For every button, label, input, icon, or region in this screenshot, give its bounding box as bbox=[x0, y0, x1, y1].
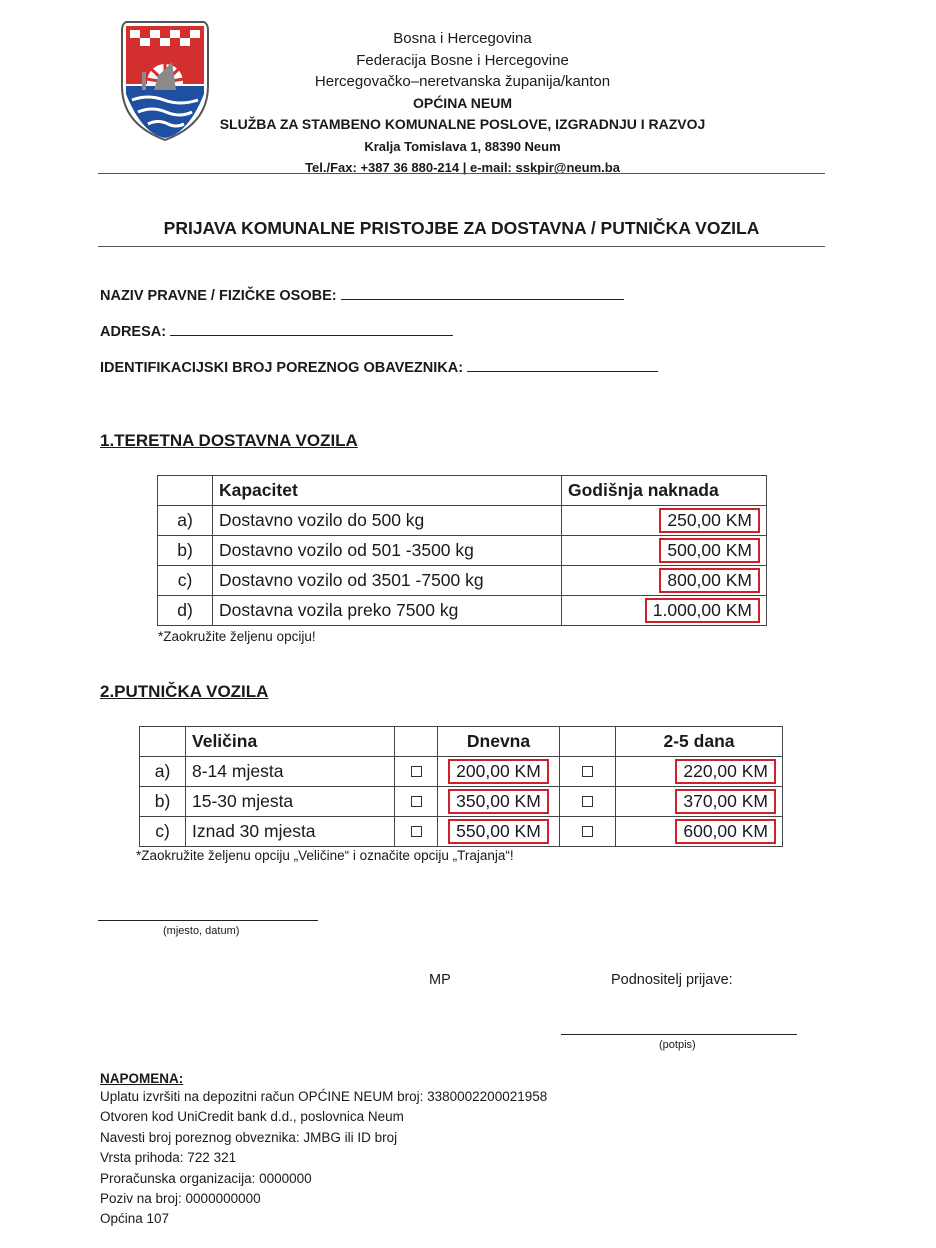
row-multi-fee[interactable]: 600,00 KM bbox=[675, 819, 776, 844]
field-tax-id[interactable] bbox=[100, 359, 658, 376]
row-letter: c) bbox=[140, 817, 186, 847]
header-canton: Hercegovačko–neretvanska županija/kanton bbox=[314, 73, 611, 90]
field-name-blank[interactable] bbox=[341, 287, 624, 300]
header-country: Bosna i Hercegovina bbox=[393, 30, 532, 47]
section1-title: 1.TERETNA DOSTAVNA VOZILA bbox=[100, 431, 358, 450]
header-empty-cell bbox=[395, 727, 438, 757]
row-fee[interactable]: 500,00 KM bbox=[659, 538, 760, 563]
section2-note: *Zaokružite željenu opciju „Veličine“ i označite opciju „Trajanja“! bbox=[136, 848, 514, 863]
row-size: Iznad 30 mjesta bbox=[186, 817, 395, 847]
header-annual-fee: Godišnja naknada bbox=[562, 476, 767, 506]
municipal-crest-icon bbox=[118, 16, 212, 144]
signature-line[interactable] bbox=[561, 1034, 797, 1035]
table-row[interactable] bbox=[158, 506, 767, 536]
row-letter: c) bbox=[158, 566, 213, 596]
row-multi-fee[interactable]: 220,00 KM bbox=[675, 759, 776, 784]
notes-line: Navesti broj poreznog obveznika: JMBG ili ID broj bbox=[100, 1129, 398, 1145]
notes-heading: NAPOMENA: bbox=[100, 1071, 184, 1086]
document-title: PRIJAVA KOMUNALNE PRISTOJBE ZA DOSTAVNA / PUTNIČKA VOZILA bbox=[163, 218, 760, 238]
header-capacity: Kapacitet bbox=[213, 476, 562, 506]
table-row[interactable] bbox=[140, 787, 783, 817]
row-letter: b) bbox=[140, 787, 186, 817]
row-fee[interactable]: 250,00 KM bbox=[659, 508, 760, 533]
table-row[interactable] bbox=[158, 536, 767, 566]
row-capacity: Dostavno vozilo od 501 -3500 kg bbox=[213, 536, 562, 566]
notes-line: Poziv na broj: 0000000000 bbox=[100, 1191, 261, 1207]
row-fee[interactable]: 1.000,00 KM bbox=[645, 598, 760, 623]
applicant-label: Podnositelj prijave: bbox=[611, 972, 733, 988]
field-address[interactable] bbox=[100, 323, 453, 340]
notes-line: Vrsta prihoda: 722 321 bbox=[100, 1150, 237, 1166]
row-letter: b) bbox=[158, 536, 213, 566]
row-size: 8-14 mjesta bbox=[186, 757, 395, 787]
header-size: Veličina bbox=[186, 727, 395, 757]
header-daily: Dnevna bbox=[438, 727, 560, 757]
table-row[interactable] bbox=[140, 817, 783, 847]
section1-note: *Zaokružite željenu opciju! bbox=[158, 629, 316, 644]
header-municipality: OPĆINA NEUM bbox=[412, 94, 513, 111]
stamp-label: MP bbox=[429, 972, 451, 988]
header-block bbox=[210, 28, 715, 179]
field-tax-id-label: IDENTIFIKACIJSKI BROJ POREZNOG OBAVEZNIKA: bbox=[100, 360, 464, 376]
notes-line: Otvoren kod UniCredit bank d.d., poslovnica Neum bbox=[100, 1109, 404, 1125]
row-letter: d) bbox=[158, 596, 213, 626]
header-divider bbox=[98, 173, 825, 174]
header-address: Kralja Tomislava 1, 88390 Neum bbox=[364, 138, 561, 154]
table-row[interactable] bbox=[158, 596, 767, 626]
header-empty-cell bbox=[560, 727, 616, 757]
notes-line: Proračunska organizacija: 0000000 bbox=[100, 1170, 312, 1186]
header-federation: Federacija Bosne i Hercegovine bbox=[356, 51, 569, 69]
freight-vehicle-table bbox=[157, 475, 767, 626]
row-multi-fee[interactable]: 370,00 KM bbox=[675, 789, 776, 814]
field-tax-id-blank[interactable] bbox=[467, 359, 658, 372]
row-daily-fee[interactable]: 550,00 KM bbox=[448, 819, 549, 844]
multi-day-checkbox[interactable] bbox=[582, 766, 593, 777]
row-capacity: Dostavna vozila preko 7500 kg bbox=[213, 596, 562, 626]
notes-line: Općina 107 bbox=[100, 1211, 170, 1227]
section2-title: 2.PUTNIČKA VOZILA bbox=[100, 682, 269, 701]
passenger-vehicle-table bbox=[139, 726, 783, 847]
title-divider bbox=[98, 246, 825, 247]
field-address-blank[interactable] bbox=[170, 323, 453, 336]
header-empty-cell bbox=[158, 476, 213, 506]
daily-checkbox[interactable] bbox=[411, 796, 422, 807]
field-address-label: ADRESA: bbox=[100, 324, 167, 340]
row-letter: a) bbox=[158, 506, 213, 536]
place-date-line[interactable] bbox=[98, 920, 318, 921]
row-daily-fee[interactable]: 200,00 KM bbox=[448, 759, 549, 784]
header-empty-cell bbox=[140, 727, 186, 757]
notes-block bbox=[100, 1087, 547, 1230]
daily-checkbox[interactable] bbox=[411, 766, 422, 777]
multi-day-checkbox[interactable] bbox=[582, 826, 593, 837]
header-2-5-days: 2-5 dana bbox=[616, 727, 783, 757]
signature-caption: (potpis) bbox=[659, 1039, 696, 1051]
header-department: SLUŽBA ZA STAMBENO KOMUNALNE POSLOVE, IZGRADNJU I RAZVOJ bbox=[219, 116, 706, 132]
multi-day-checkbox[interactable] bbox=[582, 796, 593, 807]
row-daily-fee[interactable]: 350,00 KM bbox=[448, 789, 549, 814]
table-row[interactable] bbox=[158, 566, 767, 596]
place-date-caption: (mjesto, datum) bbox=[163, 925, 240, 937]
table-header-row bbox=[140, 727, 783, 757]
row-capacity: Dostavno vozilo od 3501 -7500 kg bbox=[213, 566, 562, 596]
row-fee[interactable]: 800,00 KM bbox=[659, 568, 760, 593]
field-name-label: NAZIV PRAVNE / FIZIČKE OSOBE: bbox=[100, 288, 337, 304]
table-row[interactable] bbox=[140, 757, 783, 787]
field-name[interactable] bbox=[100, 287, 624, 304]
header-contact: Tel./Fax: +387 36 880-214 | e-mail: sskpir@neum.ba bbox=[305, 160, 620, 175]
daily-checkbox[interactable] bbox=[411, 826, 422, 837]
row-letter: a) bbox=[140, 757, 186, 787]
notes-line: Uplatu izvršiti na depozitni račun OPĆINE NEUM broj: 3380002200021958 bbox=[100, 1089, 548, 1104]
row-size: 15-30 mjesta bbox=[186, 787, 395, 817]
row-capacity: Dostavno vozilo do 500 kg bbox=[213, 506, 562, 536]
table-header-row bbox=[158, 476, 767, 506]
